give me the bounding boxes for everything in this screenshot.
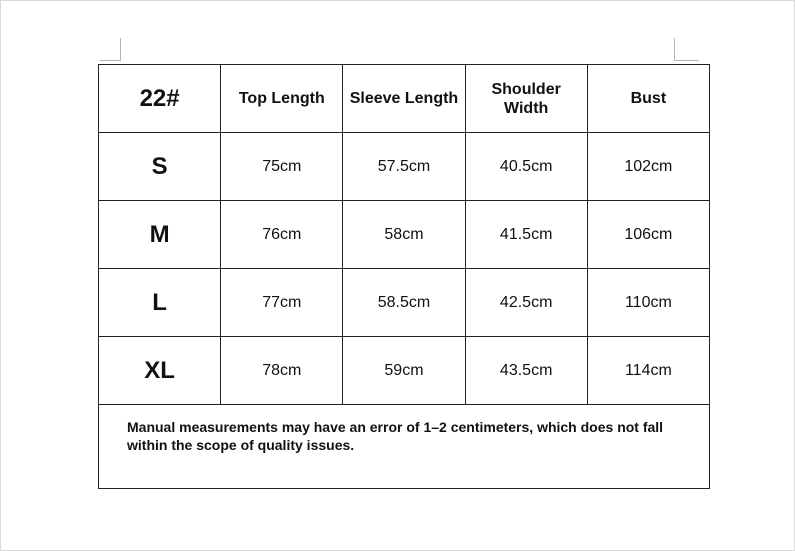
- shoulder-width-cell: 42.5cm: [465, 269, 587, 337]
- top-length-cell: 78cm: [221, 337, 343, 405]
- crop-mark-top-right: [674, 38, 699, 61]
- size-label: L: [99, 269, 221, 337]
- table-row: [99, 269, 710, 337]
- column-header-sleeve-length: Sleeve Length: [343, 65, 465, 133]
- table-row: [99, 201, 710, 269]
- size-label: M: [99, 201, 221, 269]
- top-length-cell: 76cm: [221, 201, 343, 269]
- shoulder-width-cell: 41.5cm: [465, 201, 587, 269]
- shoulder-width-cell: 40.5cm: [465, 133, 587, 201]
- size-label: S: [99, 133, 221, 201]
- bust-cell: 110cm: [587, 269, 709, 337]
- shoulder-width-cell: 43.5cm: [465, 337, 587, 405]
- column-header-bust: Bust: [587, 65, 709, 133]
- size-code-header: 22#: [99, 65, 221, 133]
- crop-mark-top-left: [100, 38, 121, 61]
- bust-cell: 102cm: [587, 133, 709, 201]
- top-length-cell: 77cm: [221, 269, 343, 337]
- column-header-shoulder-width: Shoulder Width: [465, 65, 587, 133]
- sleeve-length-cell: 59cm: [343, 337, 465, 405]
- table-header-row: [99, 65, 710, 133]
- column-header-top-length: Top Length: [221, 65, 343, 133]
- top-length-cell: 75cm: [221, 133, 343, 201]
- size-label: XL: [99, 337, 221, 405]
- sleeve-length-cell: 58.5cm: [343, 269, 465, 337]
- note-row: [99, 405, 710, 489]
- bust-cell: 106cm: [587, 201, 709, 269]
- sleeve-length-cell: 58cm: [343, 201, 465, 269]
- table-row: [99, 337, 710, 405]
- size-chart-table: [98, 64, 710, 489]
- bust-cell: 114cm: [587, 337, 709, 405]
- measurement-note: Manual measurements may have an error of 1–2 centimeters, which does not fall within the scope of quality issues.: [99, 405, 710, 489]
- table-row: [99, 133, 710, 201]
- sleeve-length-cell: 57.5cm: [343, 133, 465, 201]
